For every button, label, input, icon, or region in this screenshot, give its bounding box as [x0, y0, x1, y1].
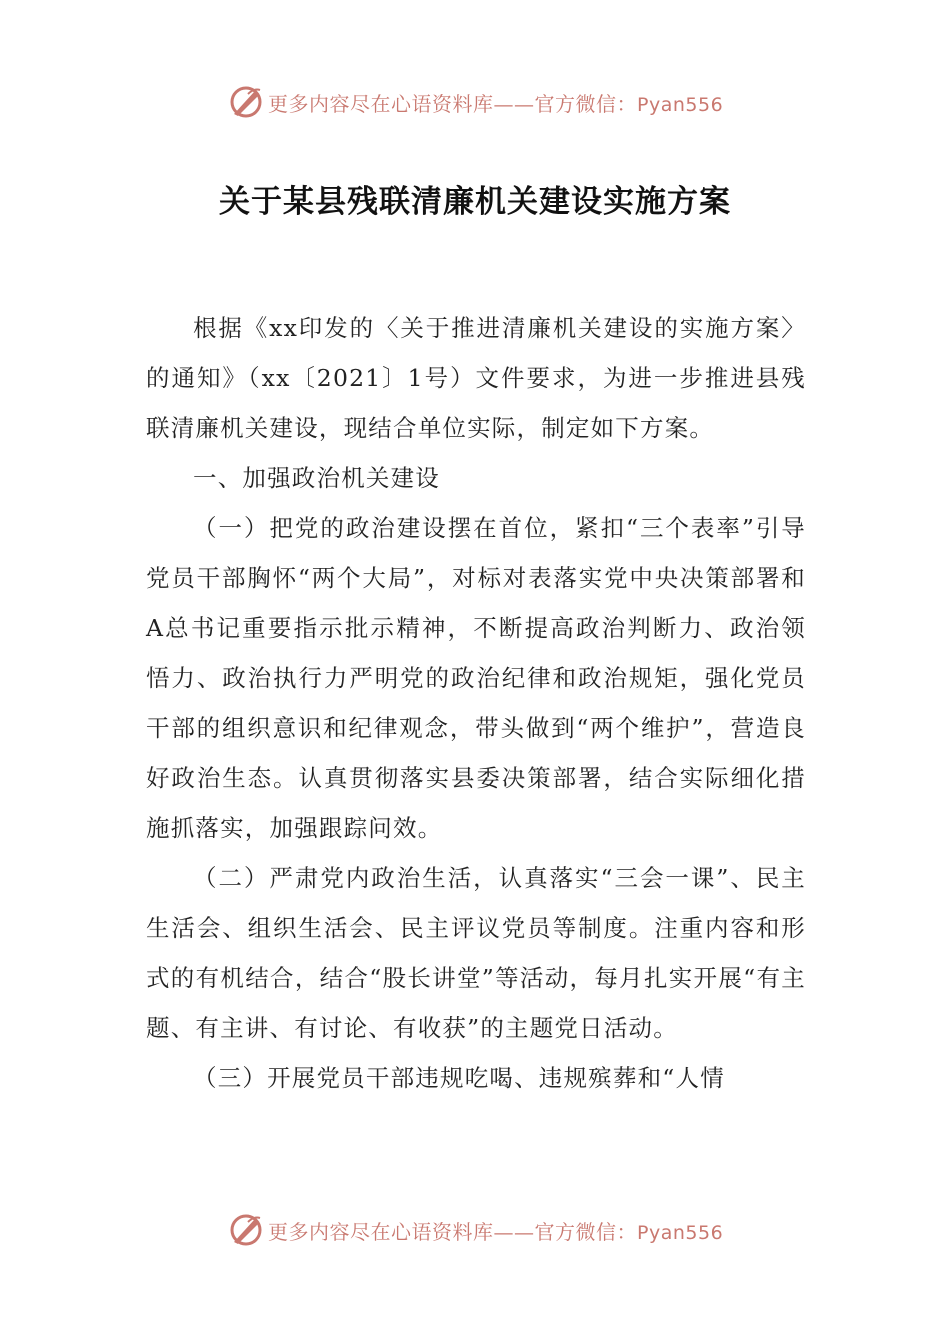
- paragraph-intro: 根据《xx印发的〈关于推进清廉机关建设的实施方案〉的通知》（xx〔2021〕1号）文件要求，为进一步推进县残联清廉机关建设，现结合单位实际，制定如下方案。: [146, 314, 806, 442]
- watermark-text: 更多内容尽在心语资料库——官方微信：Pyan556: [268, 91, 724, 116]
- pen-logo-icon: [228, 1212, 264, 1248]
- paragraph-item-2: （二）严肃党内政治生活，认真落实“三会一课”、民主生活会、组织生活会、民主评议党员等制度。注重内容和形式的有机结合，结合“股长讲堂”等活动，每月扎实开展“有主题、有主讲、有讨论、有收获”的主题党日活动。: [146, 864, 806, 1042]
- paragraph-item-1: （一）把党的政治建设摆在首位，紧扣“三个表率”引导党员干部胸怀“两个大局”，对标对表落实党中央决策部署和A总书记重要指示批示精神，不断提高政治判断力、政治领悟力、政治执行力严明党的政治纪律和政治规矩，强化党员干部的组织意识和纪律观念，带头做到“两个维护”，营造良好政治生态。认真贯彻落实县委决策部署，结合实际细化措施抓落实，加强跟踪问效。: [146, 514, 806, 842]
- document-body: [146, 303, 806, 1103]
- watermark-text: 更多内容尽在心语资料库——官方微信：Pyan556: [268, 1219, 724, 1244]
- pen-logo-icon: [228, 84, 264, 120]
- section-heading-1: 一、加强政治机关建设: [193, 464, 440, 492]
- watermark-banner-top: [0, 82, 950, 122]
- paragraph-item-3: （三）开展党员干部违规吃喝、违规殡葬和“人情: [193, 1064, 725, 1092]
- watermark-banner-bottom: [0, 1210, 950, 1250]
- document-title: 关于某县残联清廉机关建设实施方案: [219, 184, 731, 220]
